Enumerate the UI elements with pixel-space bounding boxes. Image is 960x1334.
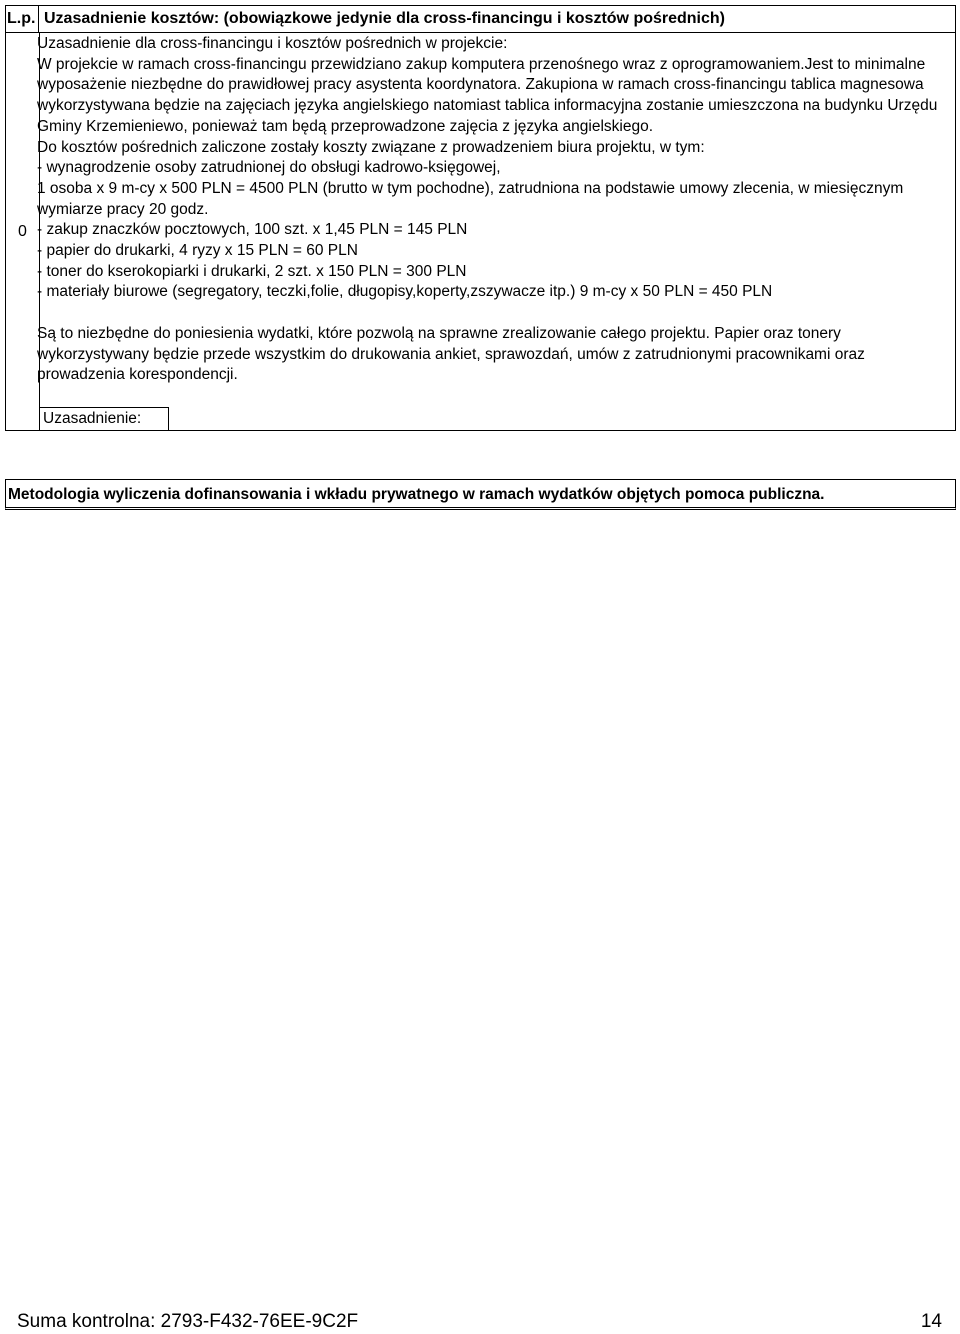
paragraph: W projekcie w ramach cross-financingu przewidziano zakup komputera przenośnego wraz z oprogramowaniem.Jest to minimalne wyposażenie niezbędne do prawidłowej pracy asystenta koordynatora. Zakupiona w ramach cross-financingu tablica magnesowa wykorzystywana będzie na zajęciach języka angielskiego natomiast tablica informacyjna zostanie umieszczona na budynku Urzędu Gminy Krzemieniewo, ponieważ tam będą przeprowadzone zajęcia z języka angielskiego. <box>37 55 938 135</box>
checksum: Suma kontrolna: 2793-F432-76EE-9C2F <box>17 1311 359 1332</box>
paragraph: - toner do kserokopiarki i drukarki, 2 szt. x 150 PLN = 300 PLN <box>37 262 467 280</box>
paragraph: - zakup znaczków pocztowych, 100 szt. x 1,45 PLN = 145 PLN <box>37 221 468 239</box>
paragraph: 1 osoba x 9 m-cy x 500 PLN = 4500 PLN (brutto w tym pochodne), zatrudniona na podstawie umowy zlecenia, w miesięcznym wymiarze pracy 20 godz. <box>37 179 904 218</box>
paragraph: - wynagrodzenie osoby zatrudnionej do obsługi kadrowo-księgowej, <box>37 159 501 177</box>
spacer <box>37 303 945 324</box>
lp-header: L.p. <box>6 6 39 32</box>
justification-text <box>37 34 945 386</box>
table-header-row <box>6 6 955 33</box>
paragraph: Uzasadnienie dla cross-financingu i kosztów pośrednich w projekcie: <box>37 35 508 52</box>
row-number: 0 <box>18 222 27 240</box>
paragraph: - materiały biurowe (segregatory, teczki,folie, długopisy,koperty,zszywacze itp.) 9 m-cy x 50 PLN = 450 PLN <box>37 283 773 301</box>
paragraph: - papier do drukarki, 4 ryzy x 15 PLN = 60 PLN <box>37 242 358 260</box>
closing-paragraph: Są to niezbędne do poniesienia wydatki, które pozwolą na sprawne zrealizowanie całego projektu. Papier oraz tonery wykorzystywany będzie przede wszystkim do drukowania ankiet, sprawozdań, umów z zatrudnionymi pracownikami oraz prowadzenia korespondencji. <box>37 324 865 384</box>
table-title: Uzasadnienie kosztów: (obowiązkowe jedynie dla cross-financingu i kosztów pośrednich) <box>44 10 725 27</box>
page-number: 14 <box>920 1311 942 1332</box>
methodology-header: Metodologia wyliczenia dofinansowania i wkładu prywatnego w ramach wydatków objętych pomoca publiczna. <box>5 479 956 510</box>
paragraph: Do kosztów pośrednich zaliczone zostały koszty związane z prowadzeniem biura projektu, w tym: <box>37 138 705 156</box>
uzasadnienie-label: Uzasadnienie: <box>39 407 169 431</box>
